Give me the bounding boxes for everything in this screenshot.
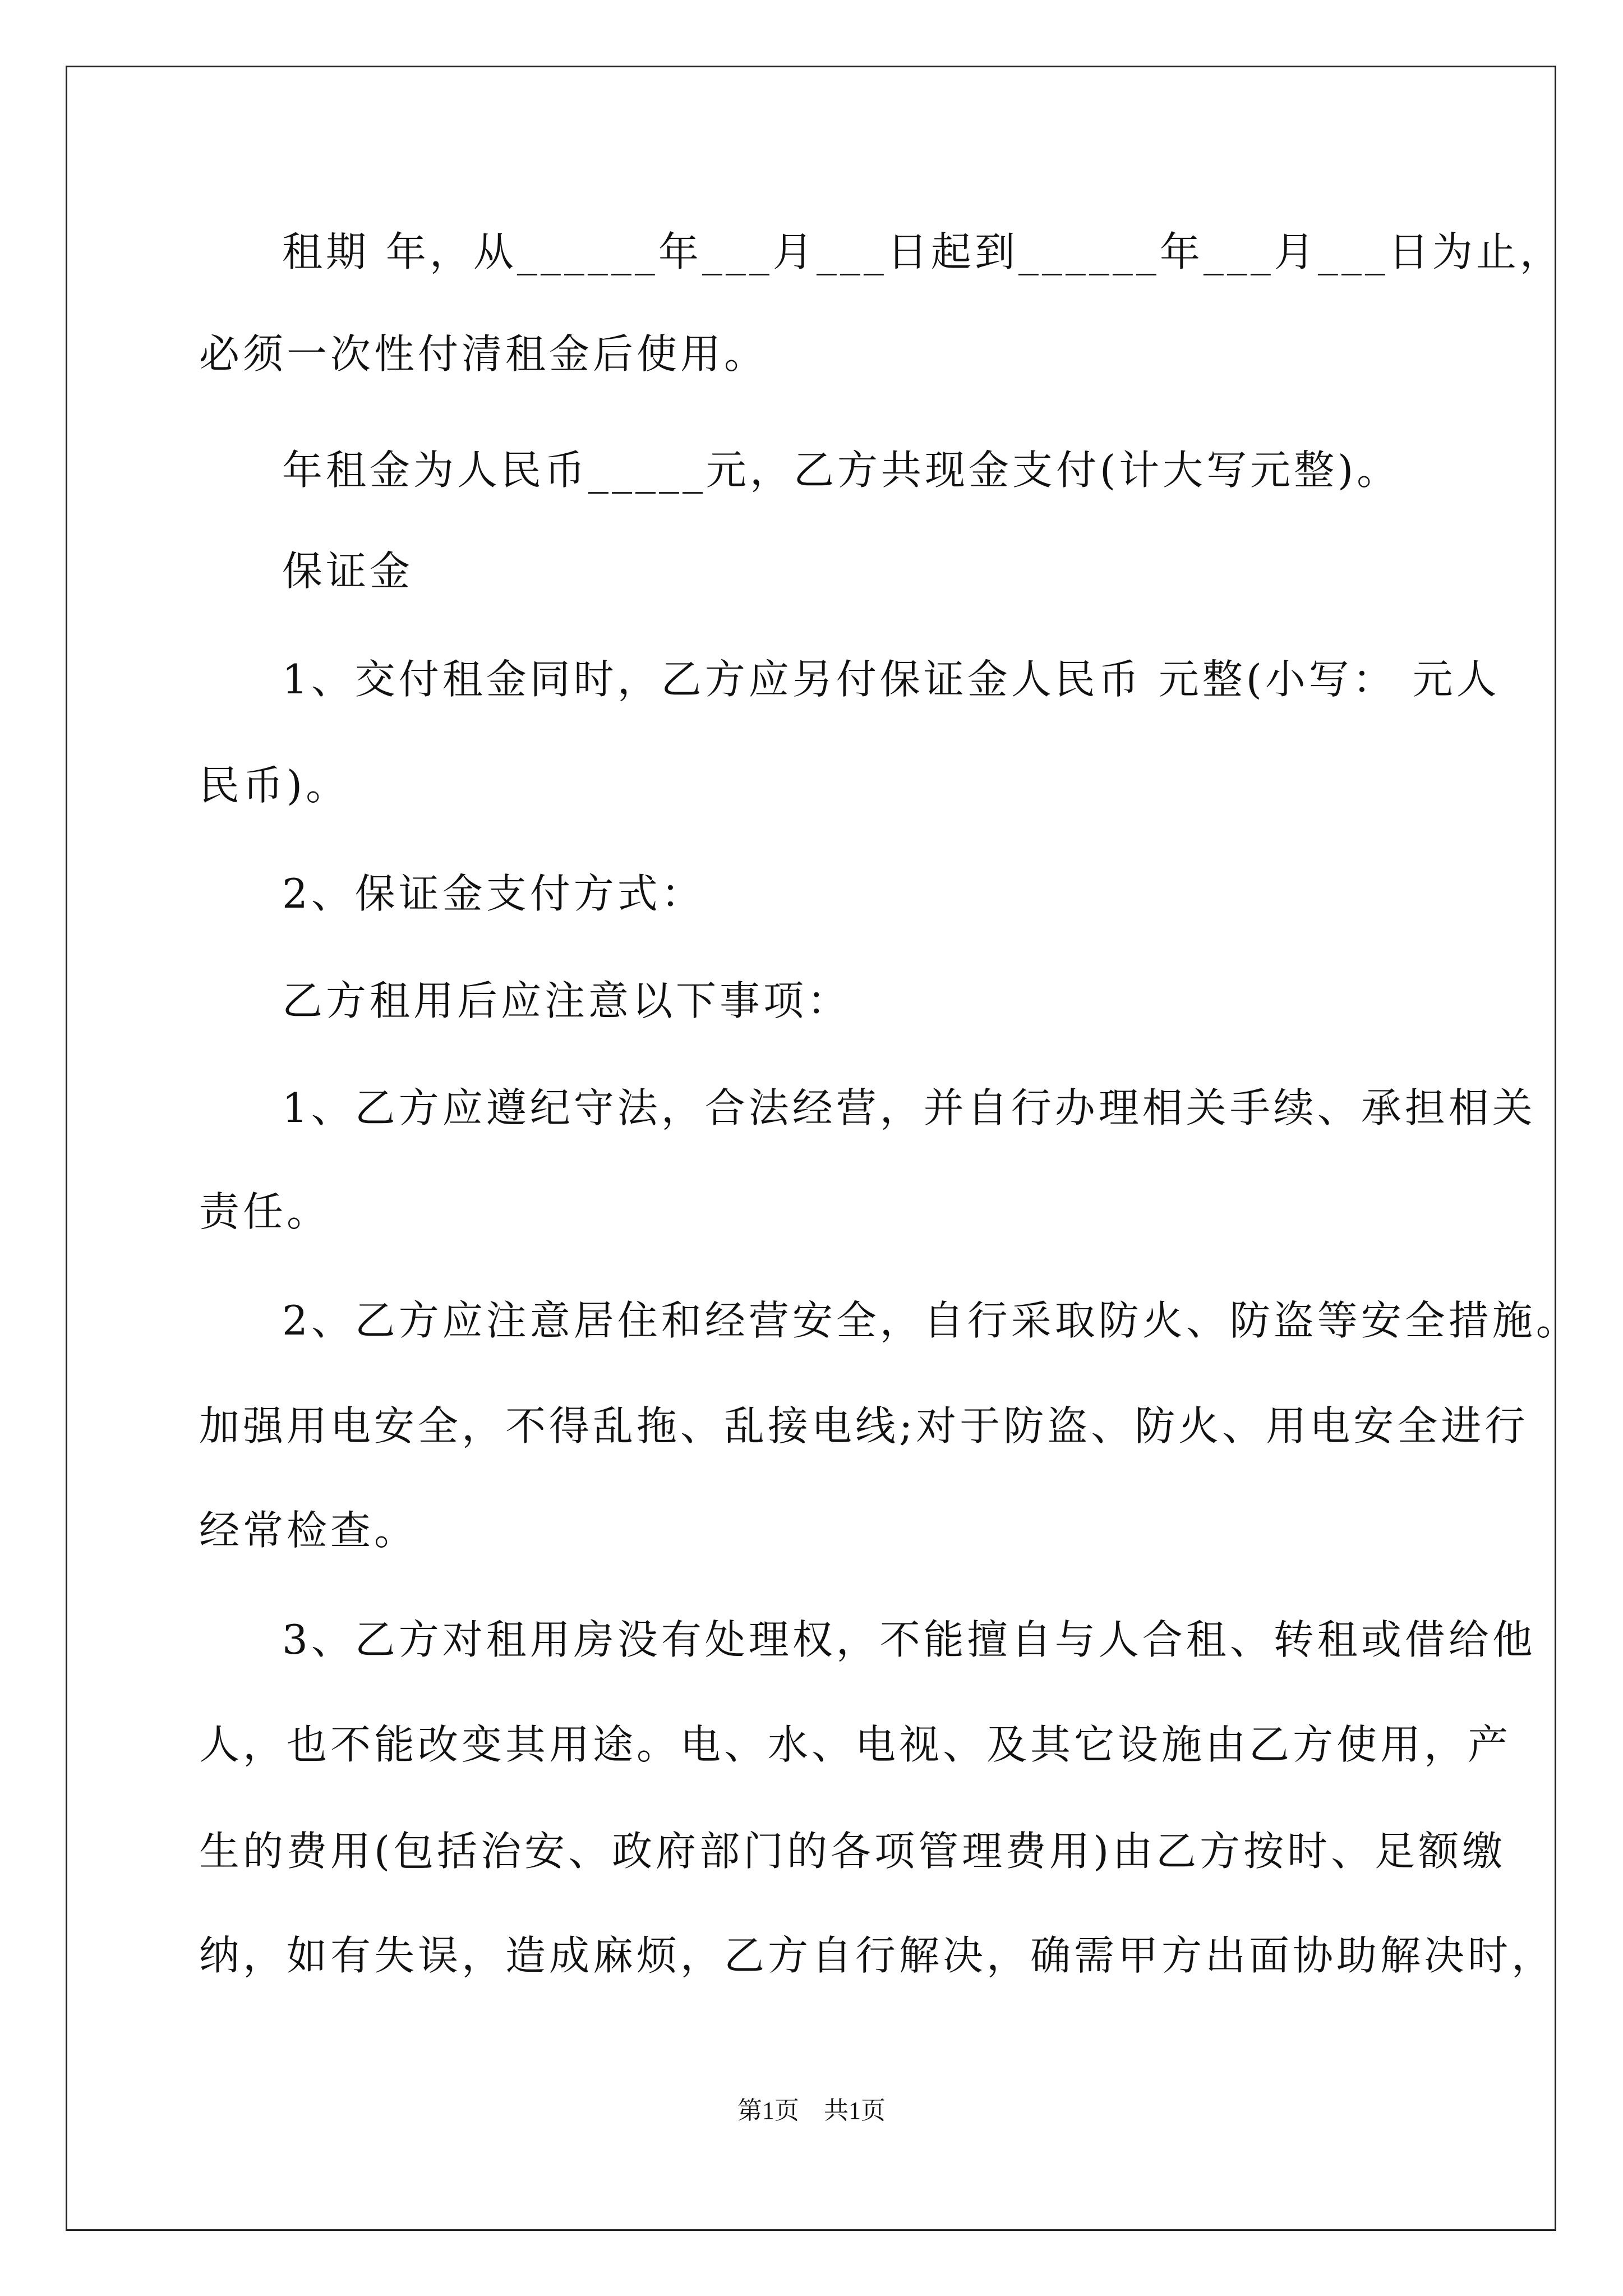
page-frame: [66, 66, 1556, 2231]
text-line: 1、交付租金同时，乙方应另付保证金人民币 元整(小写： 元人: [282, 656, 1500, 703]
text-line: 乙方租用后应注意以下事项：: [282, 977, 851, 1024]
text-line: 经常检查。: [199, 1507, 418, 1554]
text-line: 2、保证金支付方式：: [282, 870, 705, 917]
text-line: 1、乙方应遵纪守法，合法经营，并自行办理相关手续、承担相关: [282, 1084, 1536, 1131]
text-line: 保证金: [282, 547, 414, 595]
text-line: 2、乙方应注意居住和经营安全，自行采取防火、防盗等安全措施。: [282, 1297, 1580, 1344]
text-line: 必须一次性付清租金后使用。: [199, 330, 768, 378]
text-line: 生的费用(包括治安、政府部门的各项管理费用)由乙方按时、足额缴: [199, 1828, 1506, 1875]
page-footer: 第1页 共1页: [737, 2097, 886, 2124]
text-line: 加强用电安全，不得乱拖、乱接电线;对于防盗、防火、用电安全进行: [199, 1402, 1529, 1450]
text-line: 人，也不能改变其用途。电、水、电视、及其它设施由乙方使用，产: [199, 1721, 1512, 1768]
text-line: 3、乙方对租用房没有处理权，不能擅自与人合租、转租或借给他: [282, 1616, 1536, 1663]
text-line: 租期 年，从______年___月___日起到______年___月___日为止，: [282, 228, 1564, 275]
text-line: 纳，如有失误，造成麻烦，乙方自行解决，确需甲方出面协助解决时，: [199, 1932, 1556, 1979]
text-line: 年租金为人民币_____元，乙方共现金支付(计大写元整)。: [282, 447, 1401, 494]
text-line: 民币)。: [199, 762, 350, 809]
text-line: 责任。: [199, 1188, 331, 1235]
